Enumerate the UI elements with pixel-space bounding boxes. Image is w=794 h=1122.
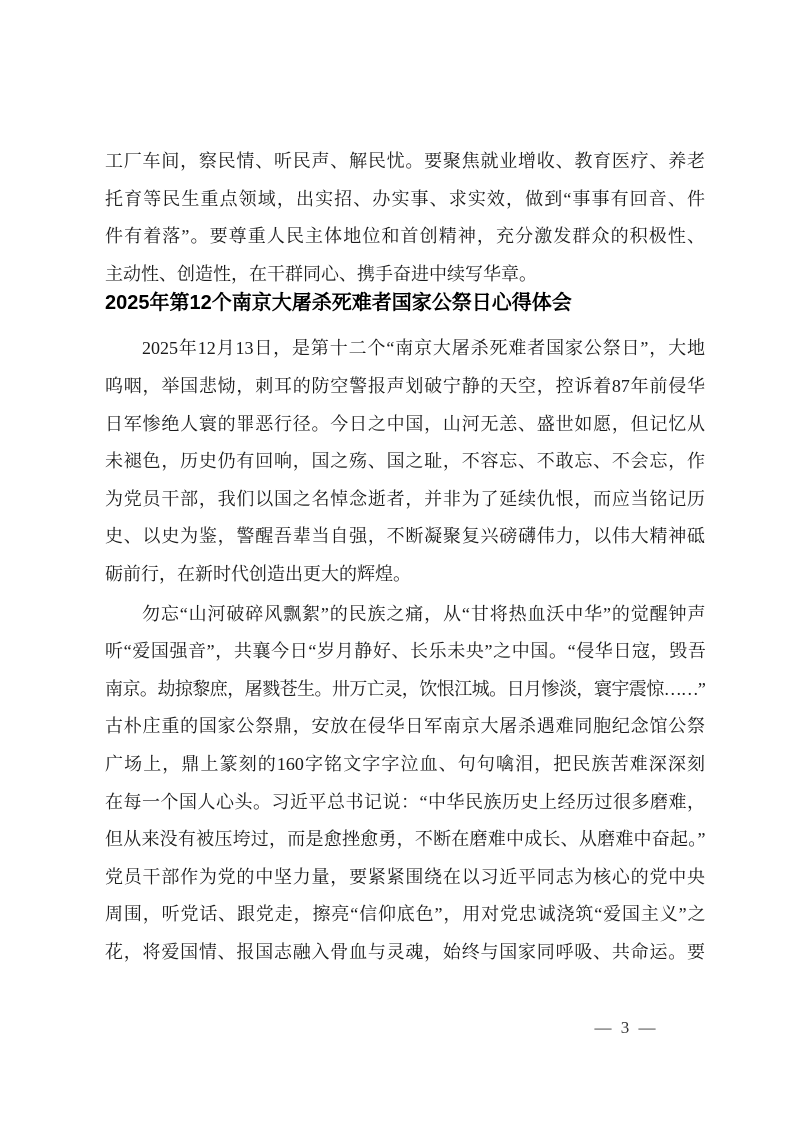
text-line: 主动性、创造性，在干群同心、携手奋进中续写华章。: [105, 263, 537, 284]
text-line: 砺前行，在新时代创造出更大的辉煌。: [105, 563, 411, 584]
page-number-label: — 3 —: [594, 1018, 656, 1037]
text-line: 但从来没有被压垮过，而是愈挫愈勇，不断在磨难中成长、从磨难中奋起。”: [105, 829, 705, 850]
text-line: 古朴庄重的国家公祭鼎，安放在侵华日军南京大屠杀遇难同胞纪念馆公祭: [105, 716, 705, 737]
text-line: 呜咽，举国悲恸，刺耳的防空警报声划破宁静的天空，控诉着87年前侵华: [105, 375, 705, 396]
text-line: 件有着落”。要尊重人民主体地位和首创精神，充分激发群众的积极性、: [105, 226, 705, 247]
text-line: 勿忘“山河破碎风飘絮”的民族之痛，从“甘将热血沃中华”的觉醒钟声: [142, 603, 705, 624]
text-line: 党员干部作为党的中坚力量，要紧紧围绕在以习近平同志为核心的党中央: [105, 866, 705, 887]
text-line: 为党员干部，我们以国之名悼念逝者，并非为了延续仇恨，而应当铭记历: [105, 488, 705, 509]
text-line: 未褪色，历史仍有回响，国之殇、国之耻，不容忘、不敢忘、不会忘，作: [105, 451, 705, 472]
section-heading: 2025年第12个南京大屠杀死难者国家公祭日心得体会: [105, 292, 572, 315]
text-line: 在每一个国人心头。习近平总书记说：“中华民族历史上经历过很多磨难，: [105, 791, 705, 812]
text-line: 周围，听党话、跟党走，擦亮“信仰底色”，用对党忠诚浇筑“爱国主义”之: [105, 904, 705, 925]
document-body: [105, 143, 705, 971]
text-line: 日军惨绝人寰的罪恶行径。今日之中国，山河无恙、盛世如愿，但记忆从: [105, 413, 705, 434]
text-line: 广场上，鼎上篆刻的160字铭文字字泣血、句句噙泪，把民族苦难深深刻: [105, 753, 705, 774]
text-line: 2025年12月13日，是第十二个“南京大屠杀死难者国家公祭日”，大地: [142, 338, 705, 359]
paragraph-memorial-intro: [105, 330, 705, 593]
text-line: 史、以史为鉴，警醒吾辈当自强，不断凝聚复兴磅礴伟力，以伟大精神砥: [105, 526, 705, 547]
text-line: 托育等民生重点领域，出实招、办实事、求实效，做到“事事有回音、件: [105, 188, 705, 209]
text-line: 花，将爱国情、报国志融入骨血与灵魂，始终与国家同呼吸、共命运。要: [105, 941, 705, 962]
text-line: 听“爱国强音”，共襄今日“岁月静好、长乐未央”之中国。“侵华日寇，毁吾: [105, 641, 705, 662]
text-line: 南京。劫掠黎庶，屠戮苍生。卅万亡灵，饮恨江城。日月惨淡，寰宇震惊……”: [105, 678, 705, 699]
text-line: 工厂车间，察民情、听民声、解民忧。要聚焦就业增收、教育医疗、养老: [105, 151, 705, 171]
paragraph-never-forget: [105, 596, 705, 972]
page-number: [585, 1016, 665, 1040]
paragraph-continuation: [105, 143, 705, 293]
